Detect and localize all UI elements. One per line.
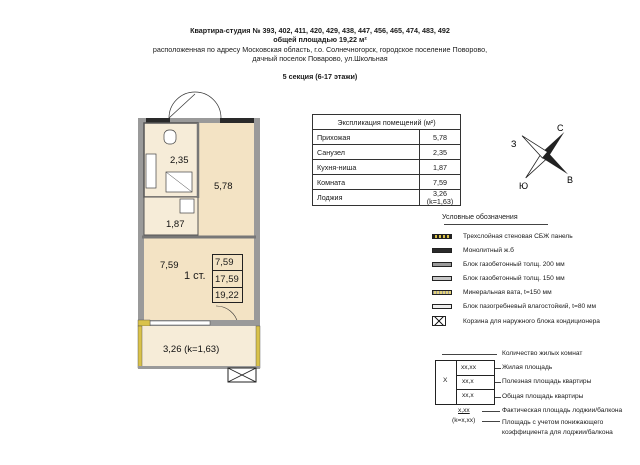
compass-east: В bbox=[567, 175, 574, 185]
key-label-total: Общая площадь квартиры bbox=[502, 393, 584, 400]
compass-south: Ю bbox=[519, 181, 529, 191]
key-loggia-k: (k=x,xx) bbox=[452, 417, 476, 424]
explication-title: Экспликация помещений (м²) bbox=[313, 115, 461, 130]
key-living: xx,xx bbox=[461, 364, 477, 371]
section-label: 5 секция (6-17 этажи) bbox=[282, 72, 358, 81]
living-area: 7,59 bbox=[215, 257, 234, 268]
useful-area: 17,59 bbox=[215, 274, 239, 285]
kitchen-area: 1,87 bbox=[166, 219, 185, 230]
title-area: общей площадью 19,22 м² bbox=[273, 35, 367, 44]
table-row: Комната 7,59 bbox=[313, 175, 461, 190]
key-loggia-k-label-2: коэффициента для лоджии/балкона bbox=[502, 429, 613, 436]
room-summary bbox=[182, 254, 244, 304]
rooms-count: 1 ст. bbox=[184, 270, 206, 282]
explication-table bbox=[312, 114, 461, 206]
hall-area: 5,78 bbox=[214, 181, 233, 192]
sink-icon bbox=[180, 199, 194, 213]
entrance-door-arc bbox=[169, 92, 221, 118]
compass-north: С bbox=[557, 123, 564, 133]
toilet-icon bbox=[164, 130, 176, 144]
room-area: 7,59 bbox=[160, 260, 179, 271]
compass-icon bbox=[505, 115, 585, 195]
address-line-1: расположенная по адресу Московская область, г.о. Солнечногорск, городское поселение Поворово, bbox=[152, 45, 488, 54]
address-line-2: дачный поселок Поварово, ул.Школьная bbox=[252, 54, 388, 63]
key-box bbox=[435, 360, 495, 405]
legend-item: Минеральная вата, t=150 мм bbox=[432, 289, 552, 296]
window bbox=[150, 321, 210, 325]
legend-item: Трехслойная стеновая СБЖ панель bbox=[432, 233, 573, 240]
loggia-area: 3,26 (k=1,63) bbox=[163, 344, 220, 355]
key-loggia-k-label-1: Площадь с учетом понижающего bbox=[502, 419, 604, 426]
bathtub-icon bbox=[146, 154, 156, 188]
key-rooms: X bbox=[443, 377, 448, 384]
key-total: xx,x bbox=[462, 392, 474, 399]
total-area: 19,22 bbox=[215, 290, 239, 301]
key-loggia-label: Фактическая площадь лоджии/балкона bbox=[502, 407, 623, 414]
key-loggia-value: x,xx bbox=[458, 407, 470, 414]
key-label-useful: Полезная площадь квартиры bbox=[502, 378, 592, 385]
key-label-living: Жилая площадь bbox=[502, 364, 553, 371]
table-row: Кухня-ниша 1,87 bbox=[313, 160, 461, 175]
compass-west: З bbox=[511, 139, 517, 149]
table-row: Лоджия 3,26 (k=1,63) bbox=[313, 190, 461, 206]
key-label-rooms: Количество жилых комнат bbox=[502, 350, 583, 357]
title-apartments: Квартира-студия № 393, 402, 411, 420, 429, 438, 447, 456, 465, 474, 483, 492 bbox=[190, 26, 450, 35]
key-useful: xx,x bbox=[462, 378, 474, 385]
legend-item: Блок пазогребневый влагостойкий, t=80 мм bbox=[432, 303, 596, 310]
legend-title: Условные обозначения bbox=[442, 214, 518, 221]
bath-area: 2,35 bbox=[170, 155, 189, 166]
legend-item: Монолитный ж.б bbox=[432, 247, 514, 254]
legend-item: Блок газобетонный толщ. 150 мм bbox=[432, 275, 565, 282]
table-row: Санузел 2,35 bbox=[313, 145, 461, 160]
table-row: Прихожая 5,78 bbox=[313, 130, 461, 145]
legend-item: Корзина для наружного блока кондиционера bbox=[432, 316, 600, 326]
legend-item: Блок газобетонный толщ. 200 мм bbox=[432, 261, 565, 268]
